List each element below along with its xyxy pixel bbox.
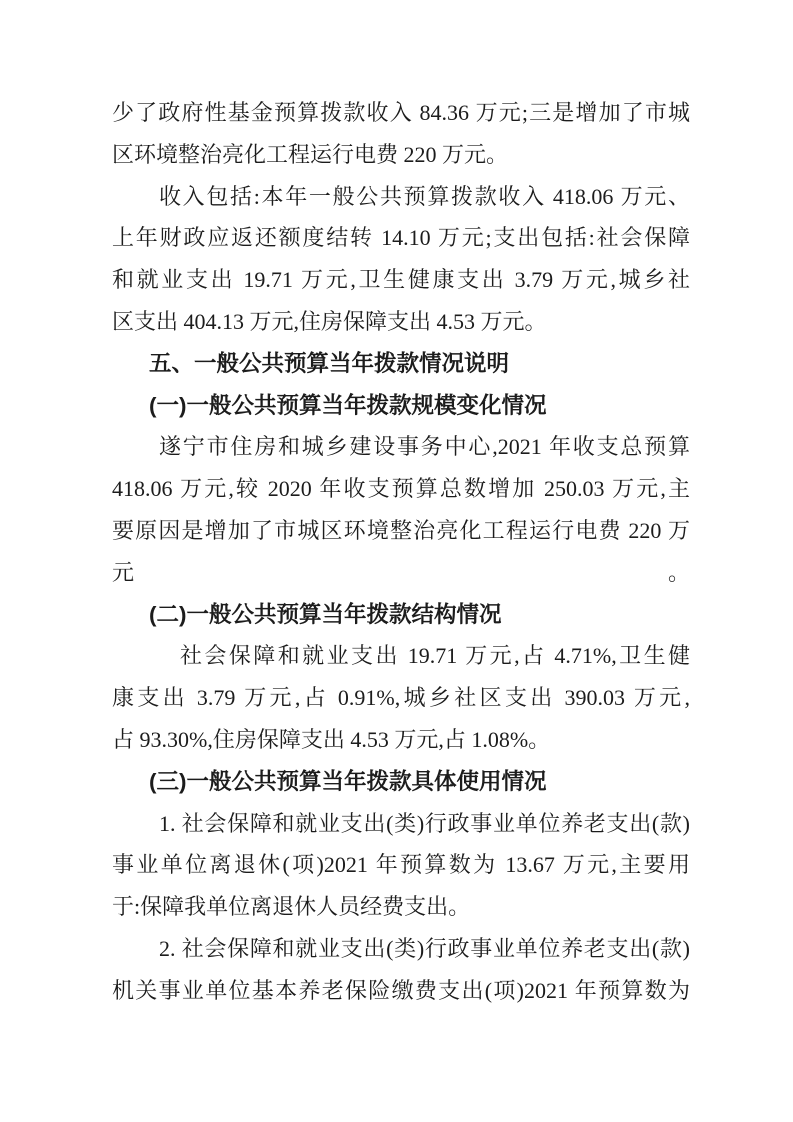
text-line: 2. 社会保障和就业支出(类)行政事业单位养老支出(款) — [159, 935, 690, 961]
text-line: 机关事业单位基本养老保险缴费支出(项)2021 年预算数为 — [112, 977, 690, 1003]
text-line: 社会保障和就业支出 19.71 万元,占 4.71%,卫生健 — [180, 643, 690, 669]
text-line: 遂宁市住房和城乡建设事务中心,2021 年收支总预算 — [159, 434, 690, 460]
section-heading-5: 五、一般公共预算当年拨款情况说明 — [149, 350, 510, 376]
subsection-heading-2: (二)一般公共预算当年拨款结构情况 — [149, 601, 502, 627]
text-line: 于:保障我单位离退休人员经费支出。 — [112, 894, 471, 920]
text-line: 占 93.30%,住房保障支出 4.53 万元,占 1.08%。 — [112, 726, 551, 752]
paragraph-structure — [112, 635, 690, 760]
text-line: 区环境整治亮化工程运行电费 220 万元。 — [112, 141, 509, 167]
text-line: 事业单位离退休(项)2021 年预算数为 13.67 万元,主要用 — [112, 852, 690, 878]
text-line: 上年财政应返还额度结转 14.10 万元;支出包括:社会保障 — [112, 225, 690, 251]
subsection-heading-1: (一)一般公共预算当年拨款规模变化情况 — [149, 392, 547, 418]
subsection-heading-3: (三)一般公共预算当年拨款具体使用情况 — [149, 768, 547, 794]
paragraph-item-2 — [112, 928, 690, 1012]
text-line: 区支出 404.13 万元,住房保障支出 4.53 万元。 — [112, 308, 547, 334]
text-line: 和就业支出 19.71 万元,卫生健康支出 3.79 万元,城乡社 — [112, 267, 690, 293]
text-line: 少了政府性基金预算拨款收入 84.36 万元;三是增加了市城 — [112, 100, 690, 125]
paragraph-budget-decrease-continuation — [112, 92, 690, 176]
paragraph-item-1 — [112, 803, 690, 928]
text-line: 1. 社会保障和就业支出(类)行政事业单位养老支出(款) — [159, 810, 690, 836]
text-line: 收入包括:本年一般公共预算拨款收入 418.06 万元、 — [159, 183, 690, 209]
text-line: 要原因是增加了市城区环境整治亮化工程运行电费 220 万元。 — [112, 517, 690, 585]
text-line: 康支出 3.79 万元,占 0.91%,城乡社区支出 390.03 万元, — [112, 685, 690, 711]
paragraph-scale-change — [112, 426, 690, 593]
paragraph-income-expense-summary — [112, 176, 690, 343]
text-line: 418.06 万元,较 2020 年收支预算总数增加 250.03 万元,主 — [112, 476, 690, 502]
